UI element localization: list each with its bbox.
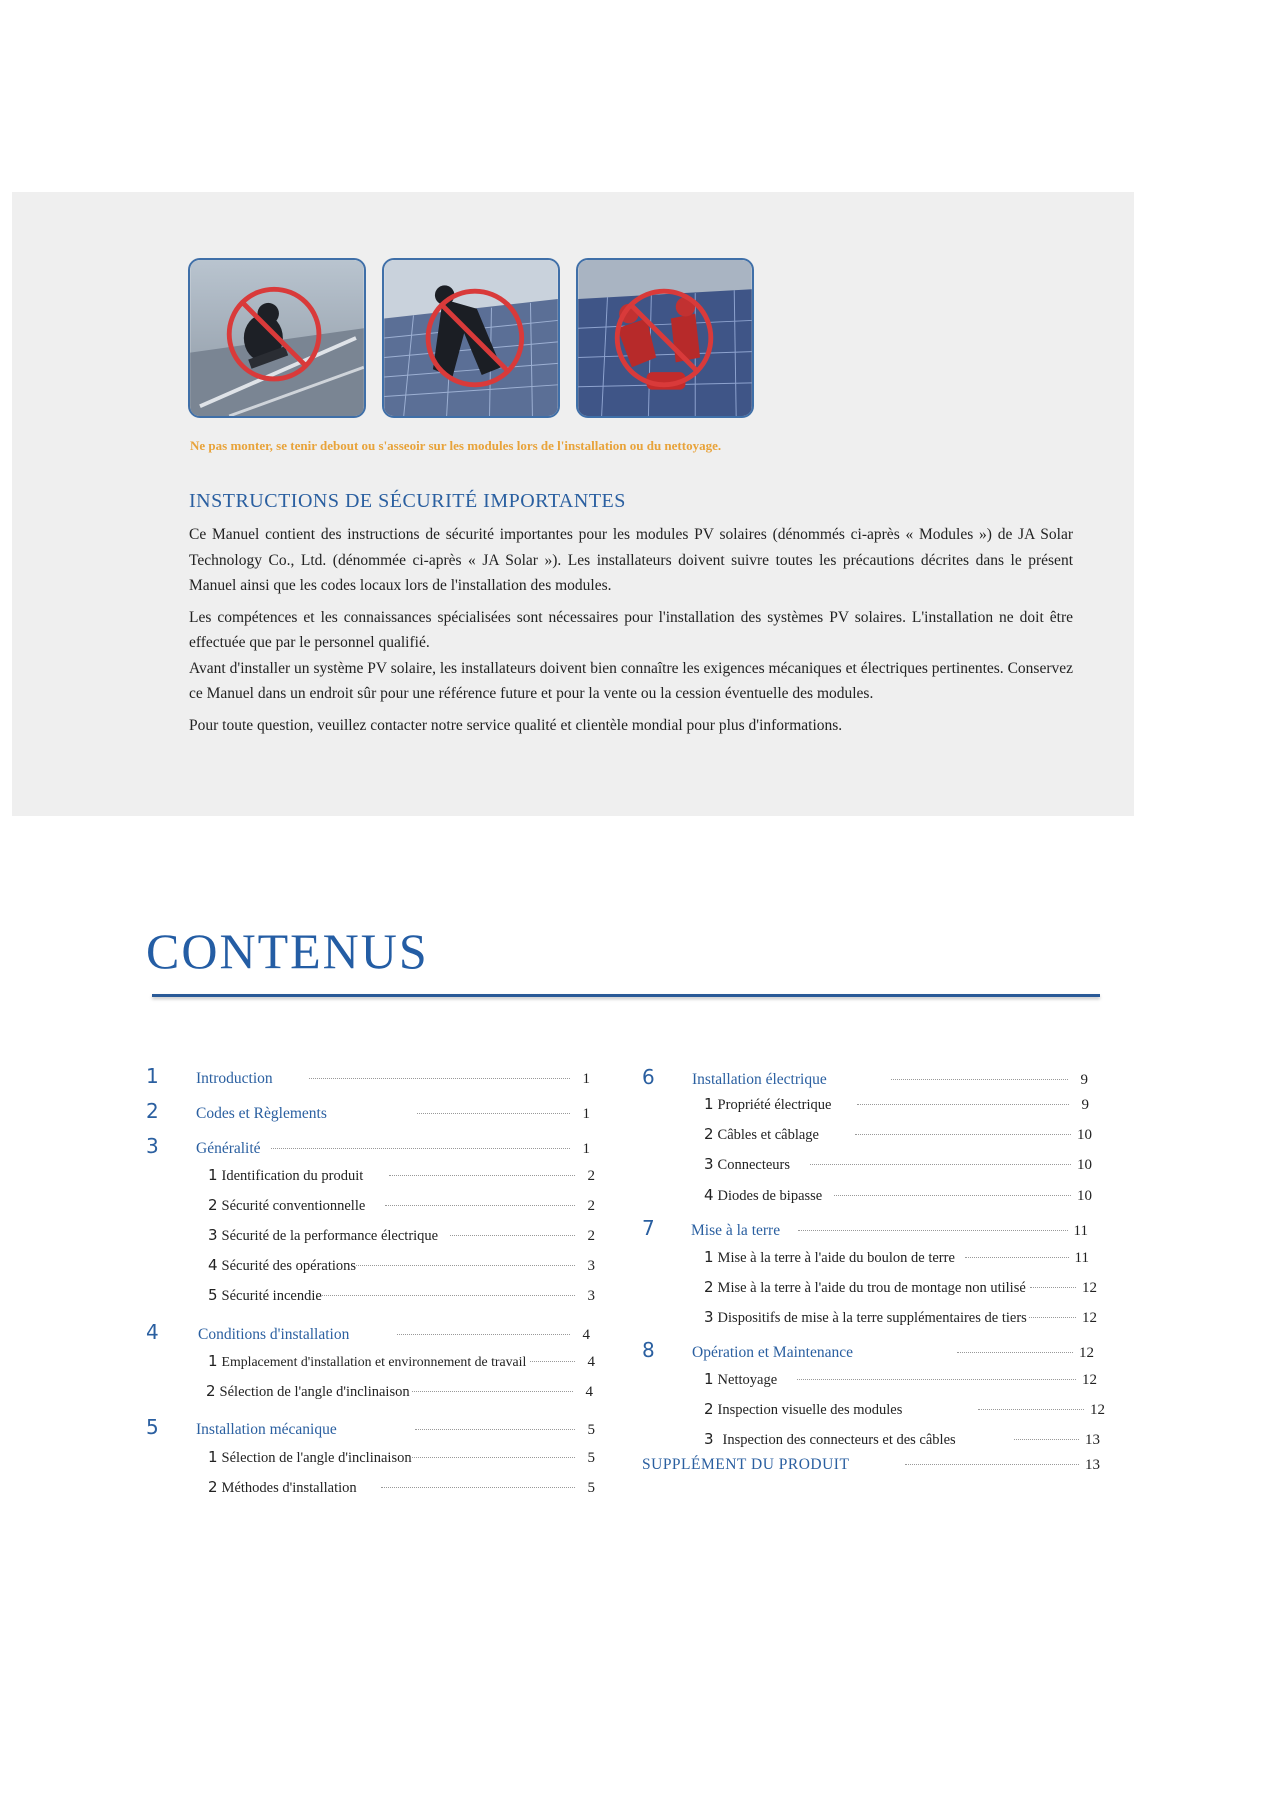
page-number: 13: [1085, 1432, 1100, 1448]
chapter-number: 6: [642, 1065, 655, 1089]
page-number: 3: [587, 1288, 595, 1304]
toc-subsection[interactable]: [704, 1430, 1100, 1449]
dot-leader: [1014, 1439, 1079, 1440]
subsection-title: Dispositifs de mise à la terre supplémentaires de tiers: [717, 1310, 1027, 1326]
page-number: 9: [1081, 1097, 1089, 1113]
supplement-title: SUPPLÉMENT DU PRODUIT: [642, 1456, 850, 1473]
toc-chapter[interactable]: [642, 1065, 1088, 1089]
dot-leader: [1029, 1317, 1076, 1318]
page-number: 9: [1080, 1072, 1088, 1088]
page-number: 12: [1082, 1372, 1097, 1388]
subsection-number: 5: [208, 1286, 218, 1304]
photo-no-sitting: [576, 258, 754, 418]
page-number: 2: [587, 1168, 595, 1184]
page-number: 10: [1077, 1188, 1092, 1204]
page-number: 1: [582, 1071, 590, 1087]
subsection-number: 3: [208, 1226, 218, 1244]
chapter-number: 2: [146, 1099, 159, 1123]
dot-leader: [322, 1295, 575, 1296]
toc-subsection[interactable]: [704, 1095, 1089, 1114]
toc-subsection[interactable]: [704, 1125, 1092, 1144]
subsection-title: Sécurité de la performance électrique: [221, 1228, 439, 1244]
subsection-title: Mise à la terre à l'aide du trou de montage non utilisé: [717, 1280, 1026, 1296]
toc-chapter[interactable]: [642, 1338, 1094, 1362]
chapter-number: 8: [642, 1338, 655, 1362]
toc-subsection[interactable]: [206, 1382, 593, 1401]
toc-chapter[interactable]: [146, 1134, 590, 1158]
toc-subsection[interactable]: [208, 1448, 595, 1467]
chapter-number: 3: [146, 1134, 159, 1158]
subsection-number: 3: [704, 1430, 714, 1448]
subsection-number: 1: [208, 1166, 218, 1184]
dot-leader: [978, 1409, 1084, 1410]
dot-leader: [957, 1352, 1073, 1353]
subsection-number: 2: [704, 1125, 714, 1143]
toc-subsection[interactable]: [208, 1478, 595, 1497]
page-number: 11: [1073, 1223, 1088, 1239]
safety-paragraph: Ce Manuel contient des instructions de sécurité importantes pour les modules PV solaires (dénommés ci-après « Modules ») de JA Solar Technology Co., Ltd. (dénommée ci-après « JA Solar »). Les installateurs doivent suivre toutes les précautions décrites dans le présent Manuel ainsi que les codes locaux lors de l'installation des modules.: [189, 526, 1073, 594]
subsection-title: Sécurité conventionnelle: [221, 1198, 366, 1214]
toc-supplement[interactable]: [642, 1456, 1100, 1474]
dot-leader: [797, 1379, 1076, 1380]
subsection-number: 3: [704, 1308, 714, 1326]
subsection-number: 4: [208, 1256, 218, 1274]
subsection-number: 3: [704, 1155, 714, 1173]
safety-panel: [12, 192, 1134, 816]
toc-chapter[interactable]: [146, 1320, 590, 1344]
page-number: 13: [1085, 1457, 1100, 1473]
page-number: 5: [587, 1422, 595, 1438]
dot-leader: [356, 1265, 575, 1266]
dot-leader: [855, 1134, 1071, 1135]
subsection-number: 2: [704, 1400, 714, 1418]
dot-leader: [834, 1195, 1071, 1196]
dot-leader: [450, 1235, 575, 1236]
dot-leader: [810, 1164, 1071, 1165]
toc-subsection[interactable]: [704, 1248, 1089, 1267]
contents-divider: [152, 994, 1100, 997]
subsection-title: Emplacement d'installation et environnement de travail: [221, 1354, 527, 1369]
toc-subsection[interactable]: [208, 1256, 595, 1275]
no-climbing-prohibition-icon: [190, 260, 364, 416]
dot-leader: [381, 1487, 575, 1488]
dot-leader: [905, 1464, 1079, 1465]
toc-subsection[interactable]: [208, 1166, 595, 1185]
safety-paragraph: Avant d'installer un système PV solaire, les installateurs doivent bien connaître les exigences mécaniques et électriques pertinentes. Conservez ce Manuel dans un endroit sûr pour une référence future et pour la vente ou la cession éventuelle des modules.: [189, 659, 1073, 702]
page-number: 5: [587, 1480, 595, 1496]
toc-chapter[interactable]: [642, 1216, 1088, 1240]
subsection-title: Sécurité des opérations: [221, 1258, 357, 1274]
safety-heading: INSTRUCTIONS DE SÉCURITÉ IMPORTANTES: [189, 490, 626, 512]
toc-subsection[interactable]: [704, 1155, 1092, 1174]
toc-subsection[interactable]: [704, 1308, 1097, 1327]
page-number: 10: [1077, 1127, 1092, 1143]
toc-subsection[interactable]: [704, 1186, 1092, 1205]
chapter-title: Généralité: [196, 1140, 261, 1157]
subsection-title: Inspection des connecteurs et des câbles: [722, 1432, 956, 1448]
page-number: 2: [587, 1228, 595, 1244]
page-number: 12: [1082, 1280, 1097, 1296]
dot-leader: [385, 1205, 575, 1206]
chapter-number: 7: [642, 1216, 655, 1240]
subsection-number: 2: [208, 1196, 218, 1214]
safety-body: [189, 522, 1073, 738]
chapter-title: Installation mécanique: [196, 1421, 337, 1438]
chapter-title: Opération et Maintenance: [692, 1344, 853, 1361]
subsection-title: Méthodes d'installation: [221, 1480, 357, 1496]
chapter-title: Installation électrique: [692, 1071, 827, 1088]
toc-chapter[interactable]: [146, 1415, 595, 1439]
page-number: 5: [587, 1450, 595, 1466]
subsection-number: 1: [208, 1448, 218, 1466]
toc-subsection[interactable]: [704, 1278, 1097, 1297]
dot-leader: [309, 1078, 570, 1079]
subsection-title: Connecteurs: [717, 1157, 791, 1173]
subsection-title: Mise à la terre à l'aide du boulon de terre: [717, 1250, 955, 1266]
dot-leader: [798, 1230, 1067, 1231]
no-sitting-prohibition-icon: [578, 260, 752, 416]
subsection-number: 1: [704, 1370, 714, 1388]
toc-subsection[interactable]: [208, 1352, 595, 1371]
subsection-title: Nettoyage: [717, 1372, 778, 1388]
safety-paragraph: Les compétences et les connaissances spécialisées sont nécessaires pour l'installation des systèmes PV solaires. L'installation ne doit être effectuée que par le personnel qualifié.: [189, 608, 1073, 651]
page-number: 11: [1074, 1250, 1089, 1266]
page-number: 12: [1082, 1310, 1097, 1326]
page-number: 3: [587, 1258, 595, 1274]
warning-caption: Ne pas monter, se tenir debout ou s'asseoir sur les modules lors de l'installation ou du nettoyage.: [190, 438, 722, 453]
dot-leader: [965, 1257, 1069, 1258]
dot-leader: [857, 1104, 1069, 1105]
dot-leader: [415, 1429, 575, 1430]
page-number: 1: [582, 1106, 590, 1122]
dot-leader: [891, 1079, 1068, 1080]
chapter-title: Mise à la terre: [691, 1222, 781, 1239]
no-standing-prohibition-icon: [384, 260, 558, 416]
page-number: 4: [582, 1327, 590, 1343]
subsection-number: 2: [208, 1478, 218, 1496]
subsection-title: Identification du produit: [221, 1168, 364, 1184]
subsection-title: Diodes de bipasse: [717, 1188, 823, 1204]
subsection-title: Propriété électrique: [717, 1097, 832, 1113]
chapter-title: Introduction: [196, 1070, 273, 1087]
page-number: 2: [587, 1198, 595, 1214]
subsection-number: 1: [704, 1095, 714, 1113]
dot-leader: [397, 1334, 570, 1335]
page-number: 10: [1077, 1157, 1092, 1173]
dot-leader: [412, 1457, 575, 1458]
subsection-title: Sélection de l'angle d'inclinaison: [221, 1450, 412, 1466]
dot-leader: [1030, 1287, 1076, 1288]
toc-subsection[interactable]: [704, 1400, 1105, 1419]
dot-leader: [530, 1361, 575, 1362]
subsection-number: 1: [704, 1248, 714, 1266]
contents-title: CONTENUS: [146, 923, 429, 979]
toc-subsection[interactable]: [208, 1196, 595, 1215]
subsection-title: Inspection visuelle des modules: [717, 1402, 903, 1418]
subsection-title: Sélection de l'angle d'inclinaison: [219, 1384, 410, 1400]
chapter-title: Conditions d'installation: [198, 1326, 350, 1343]
photo-no-climbing: [188, 258, 366, 418]
dot-leader: [412, 1391, 573, 1392]
photo-no-standing: [382, 258, 560, 418]
subsection-title: Sécurité incendie: [221, 1288, 322, 1304]
toc-subsection[interactable]: [208, 1286, 595, 1305]
toc-subsection[interactable]: [208, 1226, 595, 1245]
page-number: 1: [582, 1141, 590, 1157]
subsection-title: Câbles et câblage: [717, 1127, 819, 1143]
chapter-number: 5: [146, 1415, 159, 1439]
toc-chapter[interactable]: [146, 1064, 590, 1088]
subsection-number: 2: [704, 1278, 714, 1296]
dot-leader: [417, 1113, 570, 1114]
chapter-number: 1: [146, 1064, 159, 1088]
safety-paragraph: Pour toute question, veuillez contacter notre service qualité et clientèle mondial pour plus d'informations.: [189, 716, 843, 734]
subsection-number: 1: [208, 1352, 218, 1370]
warning-photos: [188, 258, 754, 418]
dot-leader: [389, 1175, 575, 1176]
subsection-number: 4: [704, 1186, 714, 1204]
page-number: 12: [1090, 1402, 1105, 1418]
subsection-number: 2: [206, 1382, 216, 1400]
dot-leader: [271, 1148, 570, 1149]
chapter-title: Codes et Règlements: [196, 1105, 327, 1122]
toc-subsection[interactable]: [704, 1370, 1097, 1389]
page-number: 4: [585, 1384, 593, 1400]
chapter-number: 4: [146, 1320, 159, 1344]
page-number: 4: [587, 1354, 595, 1370]
page-number: 12: [1079, 1345, 1094, 1361]
toc-chapter[interactable]: [146, 1099, 590, 1123]
